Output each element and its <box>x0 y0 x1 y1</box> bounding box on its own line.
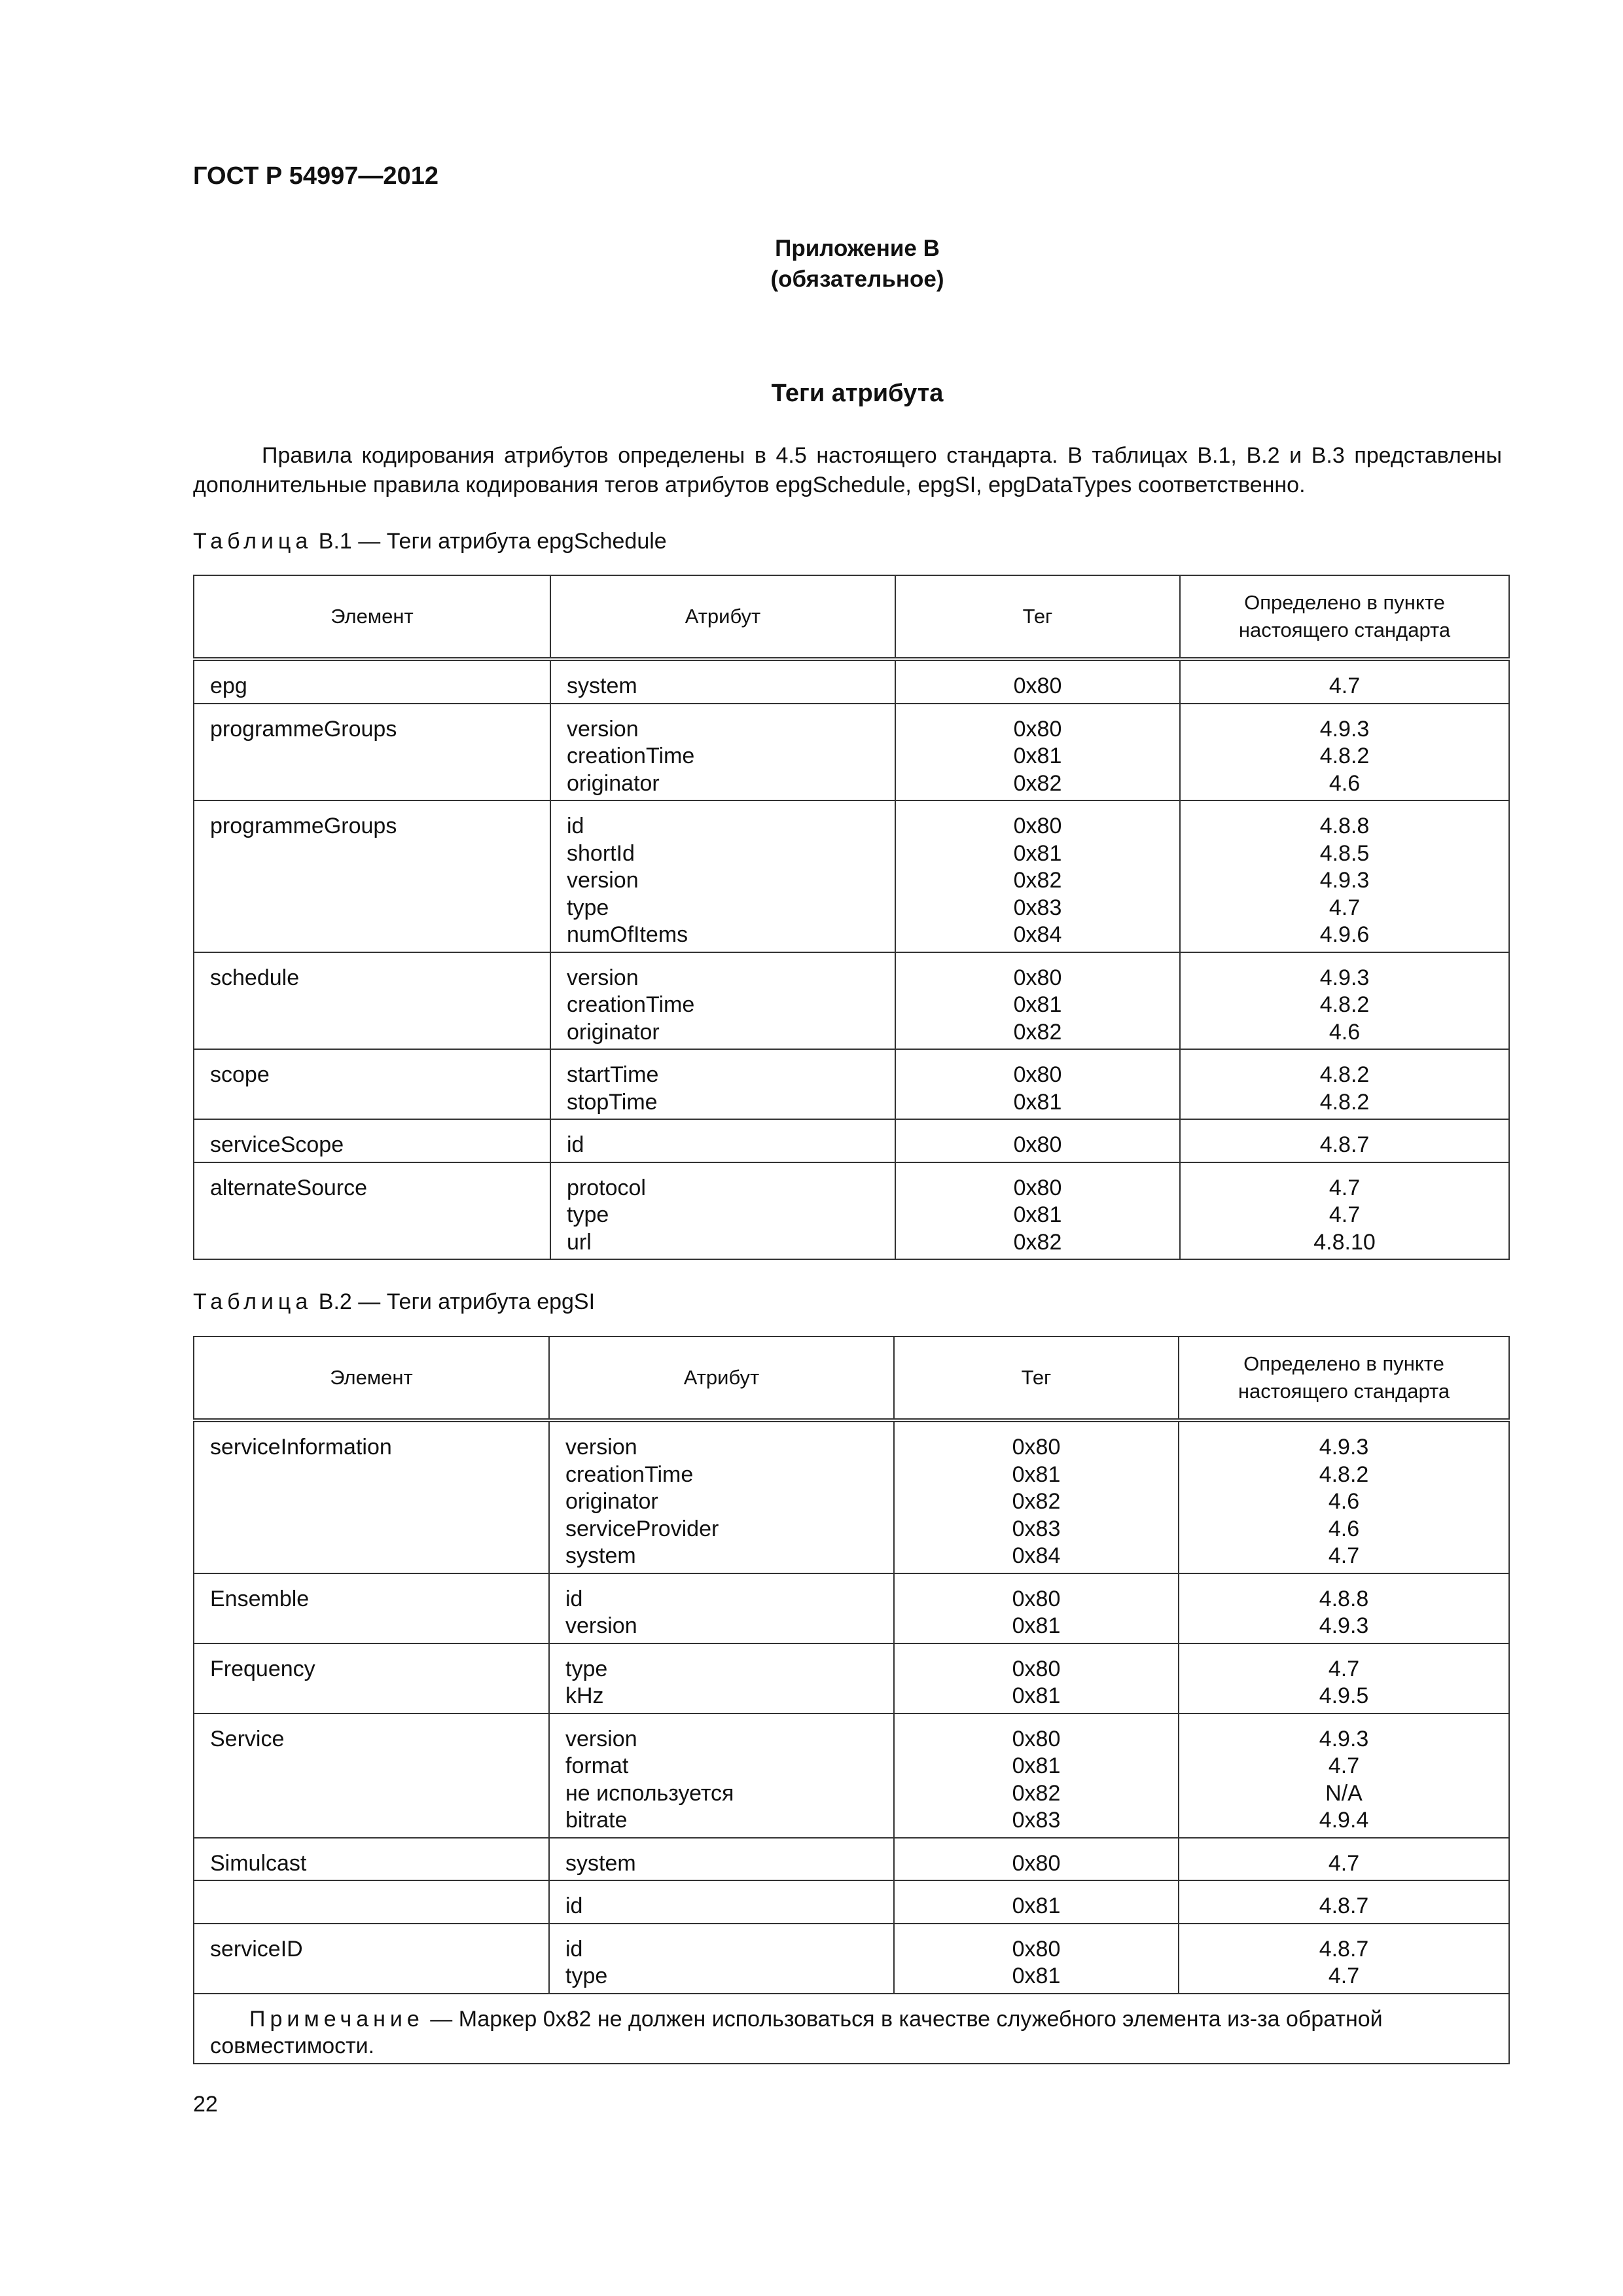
tag-value: 0x80 <box>1013 965 1062 990</box>
tag-cell <box>895 1119 1180 1162</box>
tag-value: 0x82 <box>1013 868 1062 893</box>
table2-header-row <box>194 1336 1509 1420</box>
appendix-status: (обязательное) <box>770 266 944 292</box>
header-clause: Определено в пункте настоящего стандарта <box>1180 575 1509 659</box>
clause-value: 4.7 <box>1329 895 1361 920</box>
clause-value: 4.9.3 <box>1319 1726 1369 1751</box>
clause-value: 4.7 <box>1329 1202 1361 1227</box>
clause-value: 4.9.3 <box>1319 868 1370 893</box>
clause-value: 4.8.2 <box>1319 744 1370 768</box>
table1-caption <box>193 529 667 554</box>
element-cell: programmeGroups <box>194 800 550 952</box>
attribute-value: shortId <box>567 840 635 866</box>
table-row <box>194 1573 1509 1643</box>
table-row <box>194 1162 1509 1260</box>
tag-value: 0x82 <box>1013 770 1062 796</box>
clause-cell <box>1179 1420 1509 1573</box>
attribute-value: type <box>565 1656 608 1681</box>
attribute-cell <box>549 1924 894 1994</box>
clause-value: 4.9.3 <box>1319 1613 1369 1638</box>
attribute-value: numOfItems <box>567 922 688 947</box>
table1-header-row <box>194 575 1509 659</box>
table1-caption-text: В.1 — Теги атрибута epgSchedule <box>318 529 667 554</box>
clause-cell <box>1180 704 1509 801</box>
element-cell <box>194 1880 549 1924</box>
clause-value: 4.7 <box>1329 1175 1361 1200</box>
clause-value: 4.9.6 <box>1319 922 1370 947</box>
attribute-value: url <box>567 1229 592 1255</box>
attribute-cell <box>549 1838 894 1881</box>
attribute-value: не используется <box>565 1780 734 1806</box>
tag-cell <box>895 952 1180 1050</box>
clause-value: 4.7 <box>1329 673 1361 698</box>
tag-value: 0x83 <box>1013 895 1062 920</box>
attribute-value: id <box>565 1893 583 1918</box>
attribute-value: version <box>567 965 639 990</box>
attribute-cell <box>550 1049 895 1119</box>
tag-value: 0x81 <box>1012 1893 1061 1918</box>
tag-value: 0x80 <box>1012 1586 1061 1611</box>
clause-cell <box>1180 952 1509 1050</box>
attribute-cell <box>549 1573 894 1643</box>
attribute-value: type <box>567 895 609 920</box>
tag-cell <box>895 1162 1180 1260</box>
tag-value: 0x81 <box>1012 1753 1061 1778</box>
clause-value: 4.7 <box>1328 1543 1360 1568</box>
tag-cell <box>894 1420 1179 1573</box>
attribute-cell <box>549 1643 894 1713</box>
clause-value: 4.8.10 <box>1313 1229 1376 1255</box>
tag-value: 0x82 <box>1013 1229 1062 1255</box>
intro-paragraph <box>193 441 1502 500</box>
element-cell: schedule <box>194 952 550 1050</box>
tag-cell <box>894 1643 1179 1713</box>
attribute-cell <box>550 952 895 1050</box>
clause-value: 4.8.2 <box>1319 1462 1369 1487</box>
table1-body <box>194 659 1509 1259</box>
note-word: Примечание <box>249 2006 424 2032</box>
table-row <box>194 1713 1509 1838</box>
clause-cell <box>1179 1838 1509 1881</box>
attribute-cell <box>550 1162 895 1260</box>
tag-value: 0x84 <box>1012 1543 1061 1568</box>
table2-body <box>194 1420 1509 1994</box>
clause-value: 4.7 <box>1328 1964 1360 1988</box>
appendix-title: Приложение В <box>775 236 940 261</box>
attribute-cell <box>549 1713 894 1838</box>
tag-value: 0x82 <box>1013 1019 1062 1045</box>
tag-value: 0x82 <box>1012 1489 1061 1514</box>
attribute-value: creationTime <box>567 992 695 1017</box>
element-cell: programmeGroups <box>194 704 550 801</box>
tag-cell <box>894 1838 1179 1881</box>
table1-caption-word: Таблица <box>193 529 313 554</box>
table-row <box>194 1880 1509 1924</box>
clause-value: 4.9.5 <box>1319 1683 1369 1708</box>
clause-value: 4.7 <box>1328 1850 1360 1876</box>
attribute-value: version <box>565 1435 637 1460</box>
tag-value: 0x83 <box>1012 1516 1061 1541</box>
attribute-value: id <box>567 814 584 838</box>
attribute-cell <box>550 1119 895 1162</box>
tag-value: 0x84 <box>1013 922 1062 947</box>
attribute-value: originator <box>567 1019 660 1045</box>
section-title: Теги атрибута <box>771 380 944 407</box>
header-tag: Тег <box>894 1336 1179 1420</box>
table-row <box>194 952 1509 1050</box>
attribute-value: startTime <box>567 1062 659 1087</box>
tag-value: 0x80 <box>1013 1175 1062 1200</box>
tag-value: 0x82 <box>1012 1780 1061 1806</box>
header-tag: Тег <box>895 575 1180 659</box>
tag-cell <box>895 1049 1180 1119</box>
clause-value: 4.6 <box>1329 770 1361 796</box>
clause-cell <box>1179 1643 1509 1713</box>
table2-caption <box>193 1289 595 1315</box>
clause-value: 4.9.3 <box>1319 1435 1369 1460</box>
clause-value: 4.7 <box>1328 1656 1360 1681</box>
element-cell: serviceID <box>194 1924 549 1994</box>
element-cell: scope <box>194 1049 550 1119</box>
header-clause: Определено в пункте настоящего стандарта <box>1179 1336 1509 1420</box>
attribute-value: bitrate <box>565 1808 628 1833</box>
attribute-value: creationTime <box>565 1462 694 1487</box>
clause-value: 4.8.8 <box>1319 1586 1369 1611</box>
clause-value: 4.7 <box>1328 1753 1360 1778</box>
clause-value: 4.8.2 <box>1319 1089 1370 1115</box>
element-cell: Service <box>194 1713 549 1838</box>
table-row <box>194 1049 1509 1119</box>
table-row <box>194 1119 1509 1162</box>
element-cell: Frequency <box>194 1643 549 1713</box>
table-row <box>194 659 1509 704</box>
attribute-value: id <box>565 1936 583 1962</box>
tag-cell <box>895 800 1180 952</box>
table2 <box>193 1336 1510 2064</box>
tag-value: 0x80 <box>1013 1132 1062 1157</box>
clause-value: 4.8.8 <box>1319 814 1370 838</box>
attribute-value: protocol <box>567 1175 646 1200</box>
attribute-value: id <box>567 1132 584 1157</box>
attribute-value: serviceProvider <box>565 1516 719 1541</box>
clause-value: 4.8.2 <box>1319 992 1370 1017</box>
table-row <box>194 1420 1509 1573</box>
tag-value: 0x81 <box>1013 1089 1062 1115</box>
document-header: ГОСТ Р 54997—2012 <box>193 162 438 190</box>
intro-text: Правила кодирования атрибутов определены в 4.5 настоящего стандарта. В таблицах В.1, В.2 и В.3 представлены дополнительные правила кодирования тегов атрибутов epgSchedule, epgSI, epgDataTypes соответственно. <box>193 443 1502 497</box>
tag-value: 0x80 <box>1013 673 1062 698</box>
attribute-value: originator <box>567 770 660 796</box>
clause-value: 4.6 <box>1328 1489 1360 1514</box>
attribute-value: id <box>565 1586 583 1611</box>
attribute-value: originator <box>565 1489 658 1514</box>
table2-note-row <box>194 1994 1509 2064</box>
clause-cell <box>1179 1924 1509 1994</box>
attribute-cell <box>550 704 895 801</box>
tag-value: 0x81 <box>1012 1964 1061 1988</box>
attribute-value: version <box>567 716 639 742</box>
attribute-value: type <box>567 1202 609 1227</box>
tag-value: 0x80 <box>1012 1850 1061 1876</box>
table-row <box>194 1924 1509 1994</box>
element-cell: epg <box>194 659 550 704</box>
attribute-value: version <box>565 1726 637 1751</box>
attribute-value: stopTime <box>567 1089 658 1115</box>
tag-value: 0x81 <box>1013 1202 1062 1227</box>
clause-cell <box>1180 1119 1509 1162</box>
attribute-value: format <box>565 1753 629 1778</box>
table-row <box>194 704 1509 801</box>
attribute-value: kHz <box>565 1683 604 1708</box>
attribute-cell <box>550 800 895 952</box>
clause-value: N/A <box>1325 1780 1363 1806</box>
attribute-value: version <box>565 1613 637 1638</box>
header-element: Элемент <box>194 1336 549 1420</box>
tag-value: 0x81 <box>1012 1613 1061 1638</box>
clause-value: 4.8.2 <box>1319 1062 1370 1087</box>
tag-value: 0x83 <box>1012 1808 1061 1833</box>
clause-cell <box>1179 1713 1509 1838</box>
attribute-value: system <box>565 1850 636 1876</box>
appendix-heading <box>0 233 1623 295</box>
tag-value: 0x80 <box>1012 1656 1061 1681</box>
clause-cell <box>1180 1049 1509 1119</box>
clause-value: 4.6 <box>1329 1019 1361 1045</box>
tag-value: 0x81 <box>1012 1462 1061 1487</box>
tag-value: 0x80 <box>1012 1936 1061 1962</box>
tag-value: 0x81 <box>1013 744 1062 768</box>
clause-cell <box>1179 1880 1509 1924</box>
clause-value: 4.8.7 <box>1319 1936 1369 1962</box>
attribute-cell <box>549 1880 894 1924</box>
tag-value: 0x81 <box>1013 840 1062 866</box>
table1 <box>193 575 1510 1260</box>
clause-cell <box>1180 1162 1509 1260</box>
tag-value: 0x80 <box>1013 814 1062 838</box>
element-cell: serviceScope <box>194 1119 550 1162</box>
clause-value: 4.6 <box>1328 1516 1360 1541</box>
attribute-value: type <box>565 1964 608 1988</box>
attribute-cell <box>549 1420 894 1573</box>
attribute-value: creationTime <box>567 744 695 768</box>
clause-value: 4.9.3 <box>1319 965 1370 990</box>
note-text: — Маркер 0x82 не должен использоваться в качестве служебного элемента из-за обратной совместимости. <box>210 2006 1383 2058</box>
table2-caption-text: В.2 — Теги атрибута epgSI <box>318 1289 596 1314</box>
attribute-cell <box>550 659 895 704</box>
tag-cell <box>894 1573 1179 1643</box>
table-row <box>194 1643 1509 1713</box>
attribute-value: system <box>567 673 637 698</box>
table2-note <box>194 1994 1509 2064</box>
header-attribute: Атрибут <box>550 575 895 659</box>
tag-cell <box>895 659 1180 704</box>
tag-value: 0x81 <box>1012 1683 1061 1708</box>
tag-cell <box>894 1880 1179 1924</box>
element-cell: Simulcast <box>194 1838 549 1881</box>
clause-value: 4.8.7 <box>1319 1893 1369 1918</box>
element-cell: alternateSource <box>194 1162 550 1260</box>
tag-value: 0x81 <box>1013 992 1062 1017</box>
attribute-value: system <box>565 1543 636 1568</box>
clause-cell <box>1179 1573 1509 1643</box>
tag-value: 0x80 <box>1012 1726 1061 1751</box>
clause-value: 4.9.4 <box>1319 1808 1369 1833</box>
tag-cell <box>894 1713 1179 1838</box>
header-attribute: Атрибут <box>549 1336 894 1420</box>
clause-value: 4.9.3 <box>1319 716 1370 742</box>
clause-value: 4.8.5 <box>1319 840 1370 866</box>
page-number: 22 <box>193 2092 218 2117</box>
element-cell: serviceInformation <box>194 1420 549 1573</box>
table2-caption-word: Таблица <box>193 1289 313 1314</box>
tag-value: 0x80 <box>1013 1062 1062 1087</box>
tag-cell <box>895 704 1180 801</box>
table-row <box>194 800 1509 952</box>
tag-value: 0x80 <box>1012 1435 1061 1460</box>
tag-value: 0x80 <box>1013 716 1062 742</box>
attribute-value: version <box>567 868 639 893</box>
header-element: Элемент <box>194 575 550 659</box>
element-cell: Ensemble <box>194 1573 549 1643</box>
clause-cell <box>1180 800 1509 952</box>
clause-cell <box>1180 659 1509 704</box>
tag-cell <box>894 1924 1179 1994</box>
table-row <box>194 1838 1509 1881</box>
clause-value: 4.8.7 <box>1319 1132 1370 1157</box>
